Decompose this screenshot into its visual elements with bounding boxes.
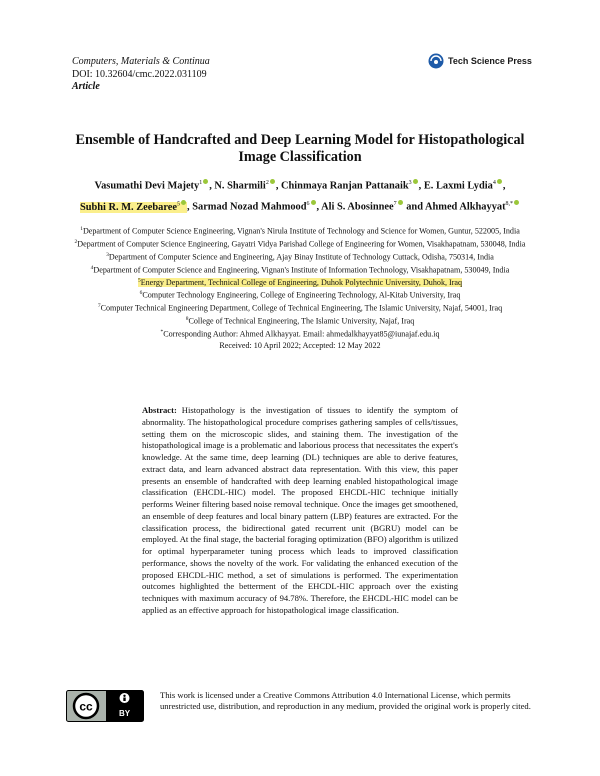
title-line-1: Ensemble of Handcrafted and Deep Learning Model for Histopathological [75,132,525,148]
orcid-icon[interactable] [203,179,208,184]
orcid-icon[interactable] [270,179,275,184]
orcid-icon[interactable] [181,200,186,205]
corresponding-author [60,327,540,340]
orcid-icon[interactable] [413,179,418,184]
orcid-icon[interactable] [398,200,403,205]
author-sup: 2 [265,180,269,186]
author-sup: 7 [393,201,397,208]
affiliation-7 [60,301,540,314]
affiliation-sup: 1 [80,226,83,232]
affiliation-text: Energy Department, Technical College of Engineering, Duhok Polytechnic University, Duhok, Iraq [140,278,463,288]
affiliation-text: Department of Computer Science Engineering, Vignan's Nirula Institute of Technology and Science for Women, Guntur, 522005, India [82,226,520,236]
author-sup: 5 [177,201,181,208]
author-list [60,174,540,217]
affiliation-text: Department of Computer Science Engineering, Gayatri Vidya Parishad College of Engineering for Women, Visakhapatnam, 530048, India [77,239,526,249]
orcid-icon[interactable] [497,179,502,184]
affiliation-sup: 8 [185,316,189,323]
affiliation-sup: 4 [90,264,94,271]
affiliation-4 [60,263,540,276]
author-sup: 4 [492,180,496,186]
author-line-1: Vasumathi Devi Majety$^1$ , N. Sharmili$^2$ , Chinmaya Ranjan Pattanaik$^3$ , E. Laxmi Lydia$^4$ , [94,180,506,192]
affiliation-sup: 7 [97,303,101,310]
abstract [142,405,458,617]
received-dates: Received: 10 April 2022; Accepted: 12 May 2022 [219,341,381,351]
affiliation-8 [60,314,540,327]
affiliation-2 [60,237,540,250]
by-label: BY [118,709,131,718]
title-line-2: Image Classification [238,149,362,165]
author-line-2: Subhi R. M. Zeebaree$^5$ , Sarmad Nozad Mahmood$^6$ , Ali S. Abosinnee$^7$ and Ahmed Alkhayyat$^{8,*}$ [60,195,540,216]
affiliations [60,224,540,351]
license-block [66,690,536,722]
author-name-highlighted [80,202,187,213]
paper-title [60,132,540,166]
author-name: Sarmad Nozad Mahmood [192,201,307,213]
affiliation-sup: 3 [106,251,109,258]
affiliation-5 [60,276,540,289]
doi[interactable]: DOI: 10.32604/cmc.2022.031109 [72,68,207,80]
affiliation-text: Computer Technical Engineering Department, College of Technical Engineering, The Islamic University, Najaf, 54001, Iraq [100,304,503,314]
cc-label: cc [79,699,93,714]
cc-by-icon[interactable] [66,690,144,722]
orcid-icon[interactable] [311,200,316,205]
affiliation-3 [60,250,540,263]
author-sup: 8,* [505,201,514,208]
affiliation-1 [60,224,540,237]
publisher-logo [428,52,538,70]
publisher-icon [428,53,444,69]
author-name: Ahmed Alkhayyat [425,201,506,213]
abstract-label: Abstract: [142,405,177,415]
author-sup: 6 [306,201,310,208]
affiliation-text: Computer Technology Engineering, College of Engineering Technology, Al-Kitab University, Iraq [142,291,461,301]
author-sup: 3 [408,180,412,186]
journal-header [72,56,210,94]
author-sup: 1 [199,180,203,186]
affiliation-highlight [138,278,462,287]
author-name: Ali S. Abosinnee [321,201,394,213]
author-name: Subhi R. M. Zeebaree [79,201,178,213]
affiliation-6 [60,288,540,301]
journal-name: Computers, Materials & Continua [72,56,210,67]
affiliation-sup: * [160,329,164,336]
publisher-name: Tech Science Press [448,56,532,66]
article-type: Article [72,81,100,92]
affiliation-text: Department of Computer Science and Engineering, Vignan's Institute of Information Technology, Visakhapatnam, 530049, India [93,265,510,275]
affiliation-sup: 5 [137,277,141,284]
orcid-icon[interactable] [514,200,519,205]
abstract-text: Histopathology is the investigation of tissues to identify the symptom of abnormality. The histopathological procedure comprises gathering samples of cells/tissues, setting them on the microscopic slides, and staining them. The investigation of the histopathological image is a problematic and laborious process that necessitates the expert's knowledge. At the same time, deep learning (DL) techniques are able to derive features, extract data, and learn advanced abstract data representation. With this view, this paper presents an ensemble of handcrafted with deep learning enabled histopathological image classification (EHCDL-HIC) model. The proposed EHCDL-HIC technique initially performs Weiner filtering based noise removal technique. Once the images get smoothened, an ensemble of deep features and local binary pattern (LBP) features are extracted. For the classification process, the bidirectional gated recurrent unit (BGRU) model can be employed. At the final stage, the bacterial foraging optimization (BFO) algorithm is utilized for optimal hyperparameter tuning process which leads to improved classification performance, shows the novelty of the work. For validating the enhanced execution of the proposed EHCDL-HIC method, a set of simulations is performed. The experimentation outcomes highlighted the betterment of the EHCDL-HIC approach over the existing techniques with maximum accuracy of 94.78%. Therefore, the EHCDL-HIC model can be applied as an effective approach for histopathological image classification. [142,405,458,615]
author-name: Vasumathi Devi Majety [94,180,200,192]
affiliation-sup: 6 [139,290,143,297]
affiliation-text: Department of Computer Science and Engineering, Ajay Binay Institute of Technology Cuttack, Odisha, 750314, India [108,252,494,262]
author-name: N. Sharmili [214,180,266,192]
author-name: Chinmaya Ranjan Pattanaik [281,180,409,192]
affiliation-text: College of Technical Engineering, The Islamic University, Najaf, Iraq [188,316,415,326]
corresponding-text: Corresponding Author: Ahmed Alkhayyat. Email: ahmedalkhayyat85@iunajaf.edu.iq [163,329,440,339]
affiliation-sup: 2 [74,238,78,245]
author-name: E. Laxmi Lydia [423,180,493,192]
license-text: This work is licensed under a Creative Commons Attribution 4.0 International License, which permits unrestricted use, distribution, and reproduction in any medium, provided the original work is properly cited. [160,690,531,712]
